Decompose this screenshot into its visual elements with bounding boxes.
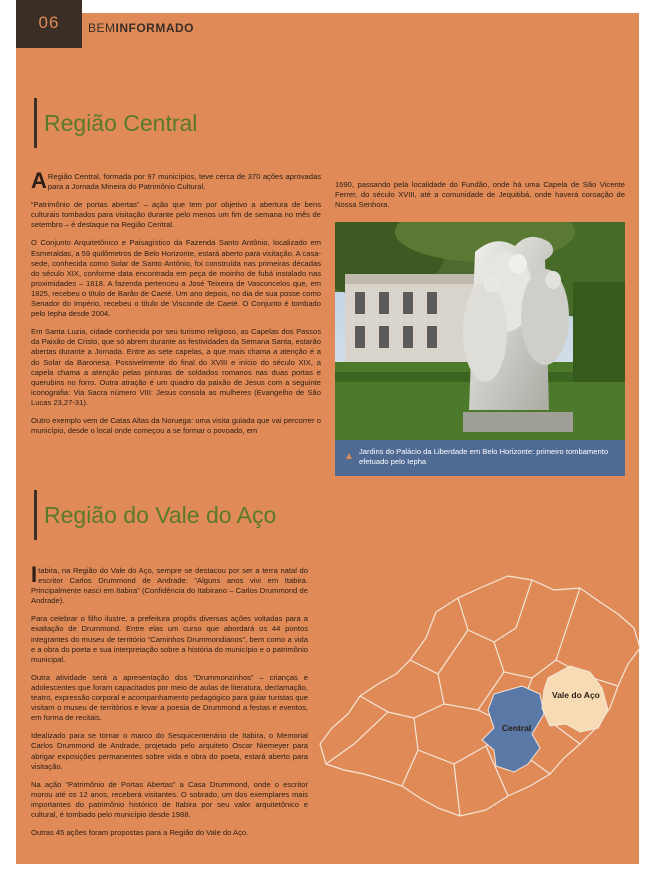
page-number: 06 — [16, 0, 82, 48]
paragraph: Para celebrar o filho ilustre, a prefeitura propôs diversas ações voltadas para a exaltação de Drummond. Entre elas um curso que abordará os 44 pontos integrantes do museu de território “Caminhos Drummondianos”, bem como a vida e a obra do poeta e sua interpretação sobre a história do município e o patrimônio municipal. — [31, 614, 308, 664]
masthead-brand — [88, 16, 194, 40]
paragraph: Outro exemplo vem de Catas Altas da Noruega: uma visita guiada que vai percorrer o município, desde o local onde começou a se formar o povoado, em — [31, 415, 321, 436]
map-label-vale: Vale do Aço — [552, 690, 600, 700]
paragraph: Outras 45 ações foram propostas para a Região do Vale do Aço. — [31, 828, 249, 838]
dropcap: A — [31, 168, 47, 193]
heading-bar — [34, 490, 37, 540]
paragraph: “Patrimônio de portas abertas” – ação que tem por objetivo a abertura de bens culturais tombados para visitação durante pelo menos um fim de semana no mês de setembro – é destaque na Região Central. — [31, 200, 321, 230]
paragraph: Itabira, na Região do Vale do Aço, sempre se destacou por ser a terra natal do escritor Carlos Drummond de Andrade: “Alguns anos vivi em Itabira. Principalmente nasci em Itabira” (Confidência do Itabirano – Carlos Drummond de Andrade). — [31, 562, 308, 606]
heading-bar — [34, 98, 37, 148]
section-vale-title: Região do Vale do Aço — [44, 502, 277, 528]
photo-caption-text: Jardins do Palácio da Liberdade em Belo Horizonte: primeiro tombamento efetuado pelo Iepha — [359, 447, 609, 466]
brand-bold: INFORMADO — [115, 21, 195, 35]
central-left-column — [31, 168, 321, 444]
brand-light: BEM — [88, 21, 116, 35]
section-vale-heading — [44, 502, 276, 529]
paragraph: A Região Central, formada por 97 municípios, teve cerca de 370 ações aprovadas para a Jornada Mineira do Patrimônio Cultural. — [31, 168, 321, 193]
caret-up-icon: ▲ — [344, 451, 354, 462]
paragraph: O Conjunto Arquitetônico e Paisagístico da Fazenda Santo Antônio, localizado em Esmeraldas, a 59 quilômetros de Belo Horizonte, estará aberto para visitação. A casa-sede, conhecida como Solar de Santo Antônio, foi construída nas primeiras décadas do século XIX, conforme data encontrada em peça de moinho de fubá instalado nas proximidades – 1818. A fazenda pertenceu a José Teixeira de Vasconcelos que, em 1825, recebeu o título de Barão de Caeté. Um ano depois, no dia de sua posse como Senador do Império, recebeu o título de Visconde de Caeté. O Conjunto é tombado pelo Iepha desde 2004. — [31, 238, 321, 319]
paragraph: 1690, passando pela localidade do Fundão, onde há uma Capela de São Vicente Ferrer, do século XVIII, até a comunidade de Jequitibá, onde haverá coroação de Nossa Senhora. — [335, 180, 625, 210]
map-label-central: Central — [502, 723, 532, 733]
paragraph: Na ação “Patrimônio de Portas Abertas” a Casa Drummond, onde o escritor morou até os 12 anos, receberá visitantes. O sobrado, um dos exemplares mais importantes do patrimônio histórico de Itabira por seu valor arquitetônico e cultural, é tombado pelo município desde 1988. — [31, 779, 308, 819]
section-central-title: Região Central — [44, 110, 198, 136]
central-right-column — [335, 180, 625, 218]
minas-gerais-map — [318, 568, 648, 818]
paragraph: Idealizado para se tornar o marco do Sesquicentenário de Itabira, o Memorial Carlos Drummond de Andrade, projetado pelo arquiteto Oscar Niemeyer para abrigar exposições permanentes sobre vida e obra do poeta, estará aberto para visitação. — [31, 731, 308, 771]
photo-caption — [335, 440, 625, 476]
regions-map — [318, 568, 648, 818]
statue-garden-photo — [335, 222, 625, 440]
photo-palacio-liberdade — [335, 222, 625, 440]
dropcap: I — [31, 562, 38, 587]
paragraph: Em Santa Luzia, cidade conhecida por seu turismo religioso, as Capelas dos Passos da Paixão de Cristo, que só abrem durante as festividades da Semana Santa, estarão abertas durante a Jornada. Entre as sete capelas, a que mais chama a atenção é a do Solar da Baronesa. Possivelmente do final do XVIII e início do século XIX, a capela chama a atenção pelas pinturas de soldados romanos nas duas portas e querubins no forro. Outra atração é um quadro da paixão de Jesus com a seguinte iconografia: Via Sacra número VIII: Jesus consola as mulheres (Evangelho de São Lucas 23,27-31). — [31, 327, 321, 407]
vale-column — [31, 562, 308, 846]
paragraph: Outra atividade será a apresentação dos “Drummonzinhos” – crianças e adolescentes que foram capacitados por meio de aulas de literatura, declamação, teatro, expressão corporal e acompanhamento pedagógico para guiar turistas que visitam o museu de territórios e levar a poesia de Drummond a festas e eventos, em forma de recitais. — [31, 672, 308, 723]
section-central-heading — [44, 110, 197, 137]
